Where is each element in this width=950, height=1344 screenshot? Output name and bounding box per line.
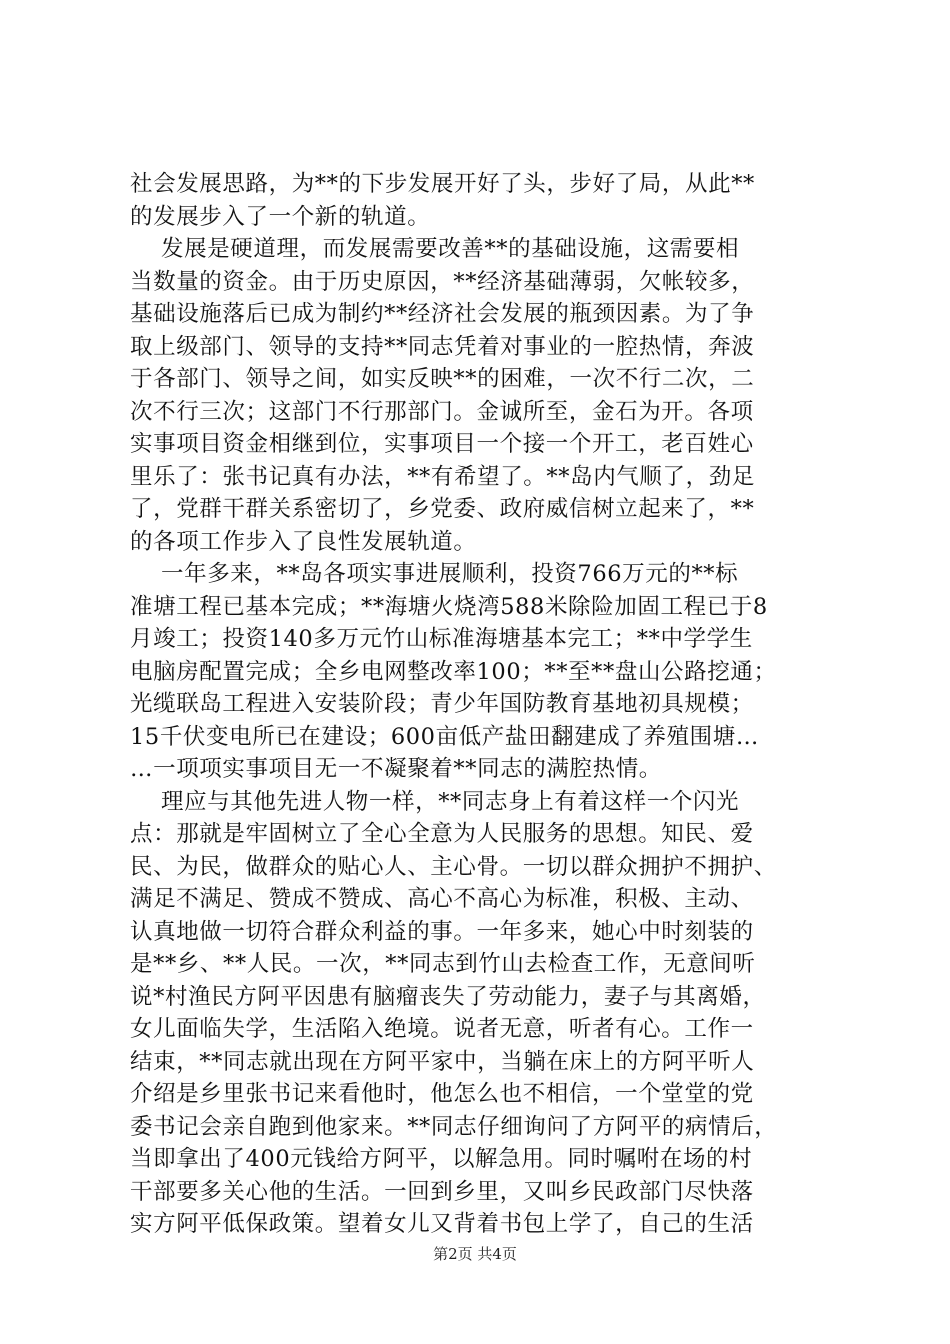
text-line: 15千伏变电所已在建设；600亩低产盐田翻建成了养殖围塘… [130,723,759,750]
text-line: 的各项工作步入了良性发展轨道。 [130,528,477,555]
text-line: 准塘工程已基本完成；**海塘火烧湾588米除险加固工程已于8 [130,593,768,620]
text-line: 干部要多关心他的生活。一回到乡里，又叫乡民政部门尽快落 [130,1178,754,1205]
text-line: 是**乡、**人民。一次，**同志到竹山去检查工作，无意间听 [130,951,756,977]
text-line: 委书记会亲自跑到他家来。**同志仔细询问了方阿平的病情后， [130,1113,778,1140]
text-line: 认真地做一切符合群众利益的事。一年多来，她心中时刻装的 [130,918,754,945]
text-line: 结束，**同志就出现在方阿平家中，当躺在床上的方阿平听人 [130,1048,755,1075]
text-line: 满足不满足、赞成不赞成、高心不高心为标准，积极、主动、 [130,886,754,912]
text-line: 当即拿出了400元钱给方阿平，以解急用。同时嘱咐在场的村 [130,1146,753,1172]
text-line: …一项项实事项目无一不凝聚着**同志的满腔热情。 [130,756,662,782]
text-line: 于各部门、领导之间，如实反映**的困难，一次不行二次，二 [130,366,755,392]
document-body [130,168,830,1241]
text-line: 当数量的资金。由于历史原因，**经济基础薄弱，欠帐较多， [130,268,755,295]
text-line: 月竣工；投资140多万元竹山标准海塘基本完工；**中学学生 [130,626,753,652]
text-line: 说*村渔民方阿平因患有脑瘤丧失了劳动能力，妻子与其离婚， [130,983,766,1010]
text-line: 取上级部门、领导的支持**同志凭着对事业的一腔热情，奔波 [130,333,755,360]
text-line: 发展是硬道理，而发展需要改善**的基础设施，这需要相 [130,236,740,262]
text-line: 基础设施落后已成为制约**经济社会发展的瓶颈因素。为了争 [130,301,755,327]
text-line: 的发展步入了一个新的轨道。 [130,203,431,230]
text-line: 女儿面临失学，生活陷入绝境。说者无意，听者有心。工作一 [130,1016,754,1042]
page-footer: 第2页 共4页 [433,1245,517,1263]
text-line: 次不行三次；这部门不行那部门。金诚所至，金石为开。各项 [130,398,754,425]
text-line: 社会发展思路，为**的下步发展开好了头，步好了局，从此** [130,171,755,197]
text-line: 实方阿平低保政策。望着女儿又背着书包上学了，自己的生活 [130,1211,754,1237]
text-line: 民、为民，做群众的贴心人、主心骨。一切以群众拥护不拥护、 [130,853,777,880]
text-line: 实事项目资金相继到位，实事项目一个接一个开工，老百姓心 [130,431,754,457]
text-line: 点：那就是牢固树立了全心全意为人民服务的思想。知民、爱 [130,821,754,847]
text-line: 里乐了：张书记真有办法，**有希望了。**岛内气顺了，劲足 [130,463,755,490]
text-line: 介绍是乡里张书记来看他时，他怎么也不相信，一个堂堂的党 [130,1081,754,1107]
text-line: 一年多来，**岛各项实事进展顺利，投资766万元的**标 [130,561,739,587]
text-line: 电脑房配置完成；全乡电网整改率100；**至**盘山公路挖通； [130,658,777,685]
text-line: 理应与其他先进人物一样，**同志身上有着这样一个闪光 [130,788,740,815]
text-line: 光缆联岛工程进入安装阶段；青少年国防教育基地初具规模； [130,691,754,717]
text-line: 了，党群干群关系密切了，乡党委、政府威信树立起来了，** [130,496,755,522]
